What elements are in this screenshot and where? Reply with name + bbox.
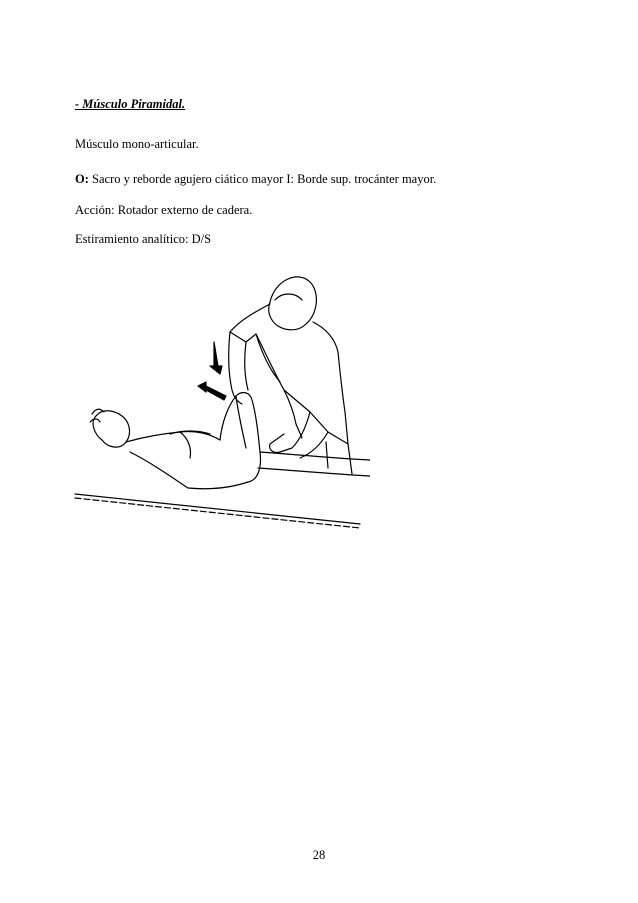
action-line: Acción: Rotador externo de cadera. xyxy=(75,203,253,217)
table-line-icon xyxy=(75,494,360,524)
patient-head-icon xyxy=(93,411,129,447)
therapist-head-icon xyxy=(269,277,317,330)
downward-arrow-icon xyxy=(210,342,222,374)
origin-insertion-text: Sacro y reborde agujero ciático mayor I: Borde sup. trocánter mayor. xyxy=(88,172,437,186)
patient-flexed-leg-icon xyxy=(220,393,261,482)
origin-insertion-line xyxy=(75,172,436,187)
origin-label: O: xyxy=(75,172,89,186)
therapist-torso-icon xyxy=(230,304,348,444)
outward-arrow-icon xyxy=(198,382,226,400)
table-line-icon xyxy=(75,498,360,528)
patient-extended-leg-icon xyxy=(260,452,370,460)
section-title: - Músculo Piramidal. xyxy=(75,97,186,111)
page-number: 28 xyxy=(312,848,326,862)
piriformis-stretch-illustration-icon xyxy=(70,262,370,532)
stretch-line: Estiramiento analítico: D/S xyxy=(75,232,212,246)
muscle-type-line: Músculo mono-articular. xyxy=(75,137,199,151)
